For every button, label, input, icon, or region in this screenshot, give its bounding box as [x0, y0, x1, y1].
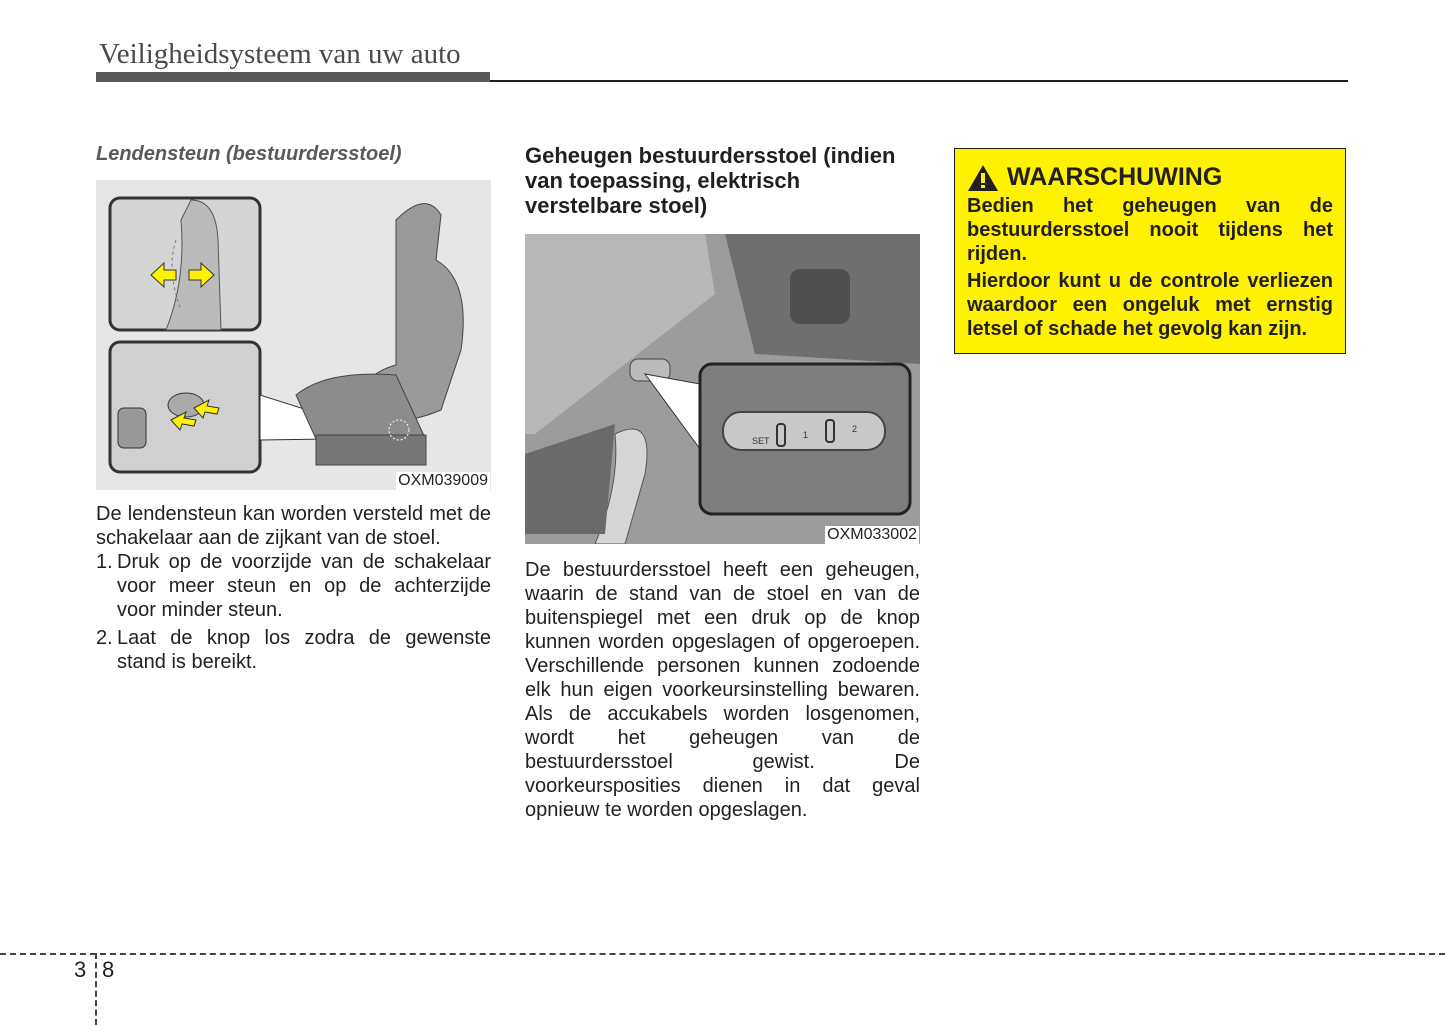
- figure-code: OXM033002: [827, 526, 917, 543]
- set-label: SET: [752, 436, 770, 446]
- step-text: Druk op de voorzijde van de schakelaar voor meer steun en op de achterzijde voor minder steun.: [117, 551, 491, 621]
- section-heading: Geheugen bestuurdersstoel (indien van toepassing, elektrisch verstelbare stoel): [525, 143, 896, 218]
- warning-title: WAARSCHUWING: [1007, 163, 1223, 191]
- footer-rule: [0, 953, 1445, 955]
- page-number: 8: [102, 957, 115, 982]
- list-item: [96, 626, 491, 674]
- body-text: De bestuurdersstoel heeft een geheugen, waarin de stand van de stoel en van de buitenspiegel met een druk op de knop kunnen worden opgeslagen of opgeroepen. Verschillende personen kunnen zodoende elk hun eigen voorkeursinstelling bewaren. Als de accukabels worden losgenomen, wordt het geheugen van de bestuurdersstoel gewist. De voorkeursposities dienen in dat geval opnieuw te worden opgeslagen.: [525, 559, 920, 821]
- door-illustration: [525, 234, 920, 544]
- chapter-number: 3: [74, 957, 87, 982]
- figure-lumbar-seat: [96, 180, 491, 490]
- seat-illustration: [96, 180, 491, 490]
- warning-triangle-icon: [967, 164, 999, 192]
- step-number: 2.: [96, 627, 113, 649]
- warning-text-1: Bedien het geheugen van de bestuurdersstoel nooit tijdens het rijden.: [967, 195, 1333, 265]
- page-header-title: Veiligheidsysteem van uw auto: [99, 38, 461, 70]
- column-memory-seat: [525, 143, 920, 822]
- step-number: 1.: [96, 551, 113, 573]
- footer-divider: [95, 953, 97, 1025]
- memory-1-label: 1: [803, 430, 809, 440]
- warning-box-column: [954, 148, 1349, 354]
- column-lumbar-support: [96, 143, 491, 674]
- figure-code: OXM039009: [398, 472, 488, 489]
- list-item: [96, 550, 491, 622]
- memory-2-label: 2: [852, 424, 858, 434]
- warning-text-2: Hierdoor kunt u de controle verliezen waardoor een ongeluk met ernstig letsel of schade het gevolg kan zijn.: [967, 270, 1333, 340]
- header-bar: [96, 72, 490, 82]
- header-rule: [490, 80, 1348, 82]
- step-text: Laat de knop los zodra de gewenste stand is bereikt.: [117, 627, 491, 673]
- figure-memory-buttons: [525, 234, 920, 544]
- subheading: Lendensteun (bestuurdersstoel): [96, 143, 402, 165]
- intro-text: De lendensteun kan worden versteld met de schakelaar aan de zijkant van de stoel.: [96, 503, 491, 549]
- warning-box: [954, 148, 1346, 354]
